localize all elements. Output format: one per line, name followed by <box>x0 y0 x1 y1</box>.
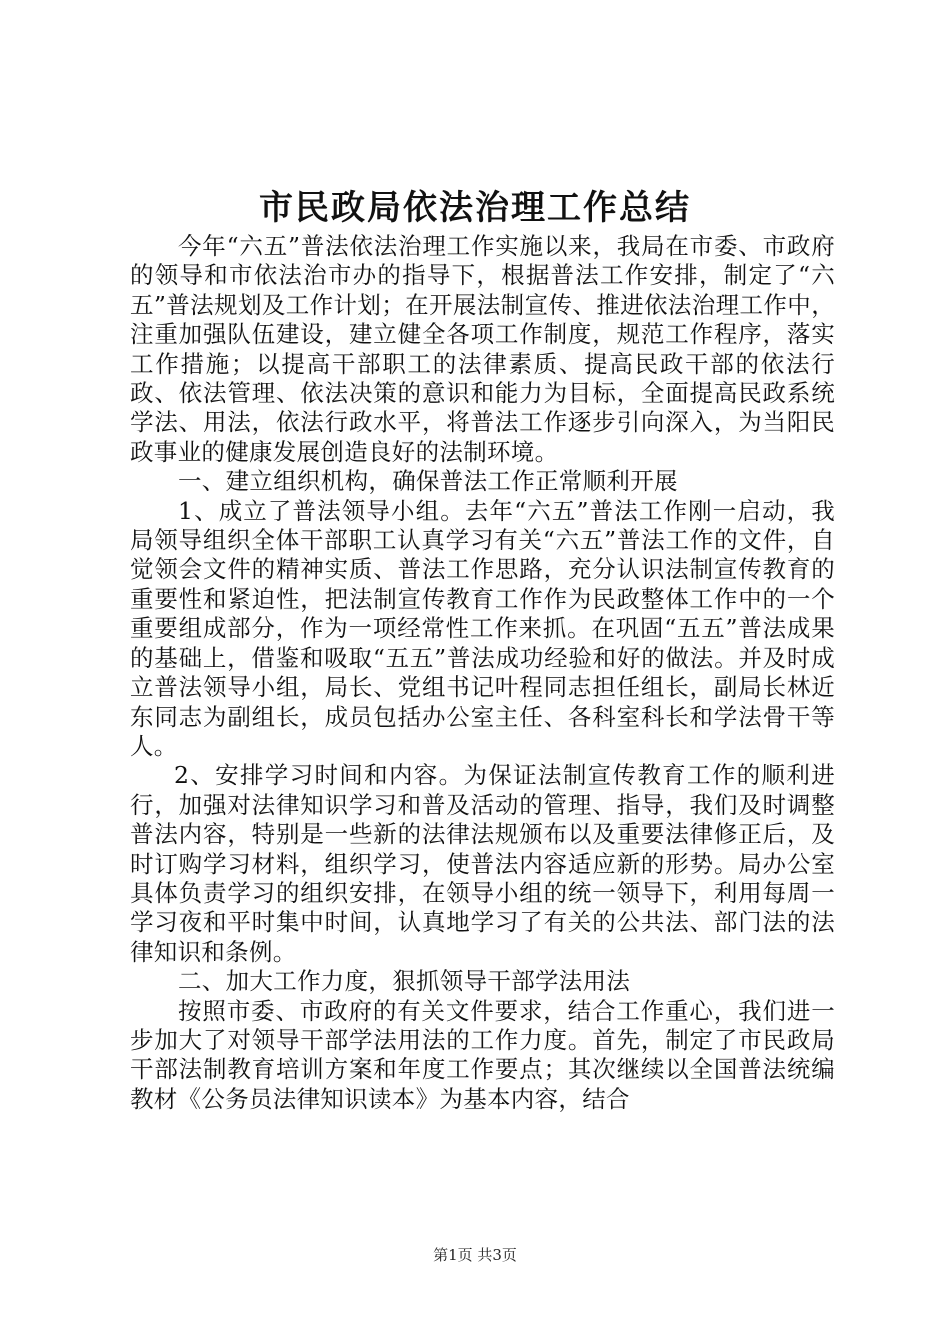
page-number-footer: 第1页 共3页 <box>433 1246 517 1264</box>
paragraph-intro: 今年“六五”普法依法治理工作实施以来，我局在市委、市政府的领导和市依法治市办的指导下，根据普法工作安排，制定了“六五”普法规划及工作计划；在开展法制宣传、推进依法治理工作中，注重加强队伍建设，建立健全各项工作制度，规范工作程序，落实工作措施；以提高干部职工的法律素质、提高民政干部的依法行政、依法管理、依法决策的意识和能力为目标，全面提高民政系统学法、用法，依法行政水平，将普法工作逐步引向深入，为当阳民政事业的健康发展创造良好的法制环境。 <box>130 232 835 466</box>
document-body <box>130 232 835 1114</box>
section-heading-1: 一、建立组织机构，确保普法工作正常顺利开展 <box>178 467 678 496</box>
paragraph-1-2: 2、安排学习时间和内容。为保证法制宣传教育工作的顺利进行，加强对法律知识学习和普及活动的管理、指导，我们及时调整普法内容，特别是一些新的法律法规颁布以及重要法律修正后，及时订购学习材料，组织学习，使普法内容适应新的形势。局办公室具体负责学习的组织安排，在领导小组的统一领导下，利用每周一学习夜和平时集中时间，认真地学习了有关的公共法、部门法的法律知识和条例。 <box>130 761 835 966</box>
paragraph-2-1: 按照市委、市政府的有关文件要求，结合工作重心，我们进一步加大了对领导干部学法用法的工作力度。首先，制定了市民政局干部法制教育培训方案和年度工作要点；其次继续以全国普法统编教材《公务员法律知识读本》为基本内容，结合 <box>130 996 835 1113</box>
section-heading-2: 二、加大工作力度，狠抓领导干部学法用法 <box>178 967 631 996</box>
document-title: 市民政局依法治理工作总结 <box>259 188 691 228</box>
paragraph-1-1: 1、成立了普法领导小组。去年“六五”普法工作刚一启动，我局领导组织全体干部职工认真学习有关“六五”普法工作的文件，自觉领会文件的精神实质、普法工作思路，充分认识法制宣传教育的重要性和紧迫性，把法制宣传教育工作作为民政整体工作中的一个重要组成部分，作为一项经常性工作来抓。在巩固“五五”普法成果的基础上，借鉴和吸取“五五”普法成功经验和好的做法。并及时成立普法领导小组，局长、党组书记叶程同志担任组长，副局长林近东同志为副组长，成员包括办公室主任、各科室科长和学法骨干等人。 <box>130 496 835 760</box>
